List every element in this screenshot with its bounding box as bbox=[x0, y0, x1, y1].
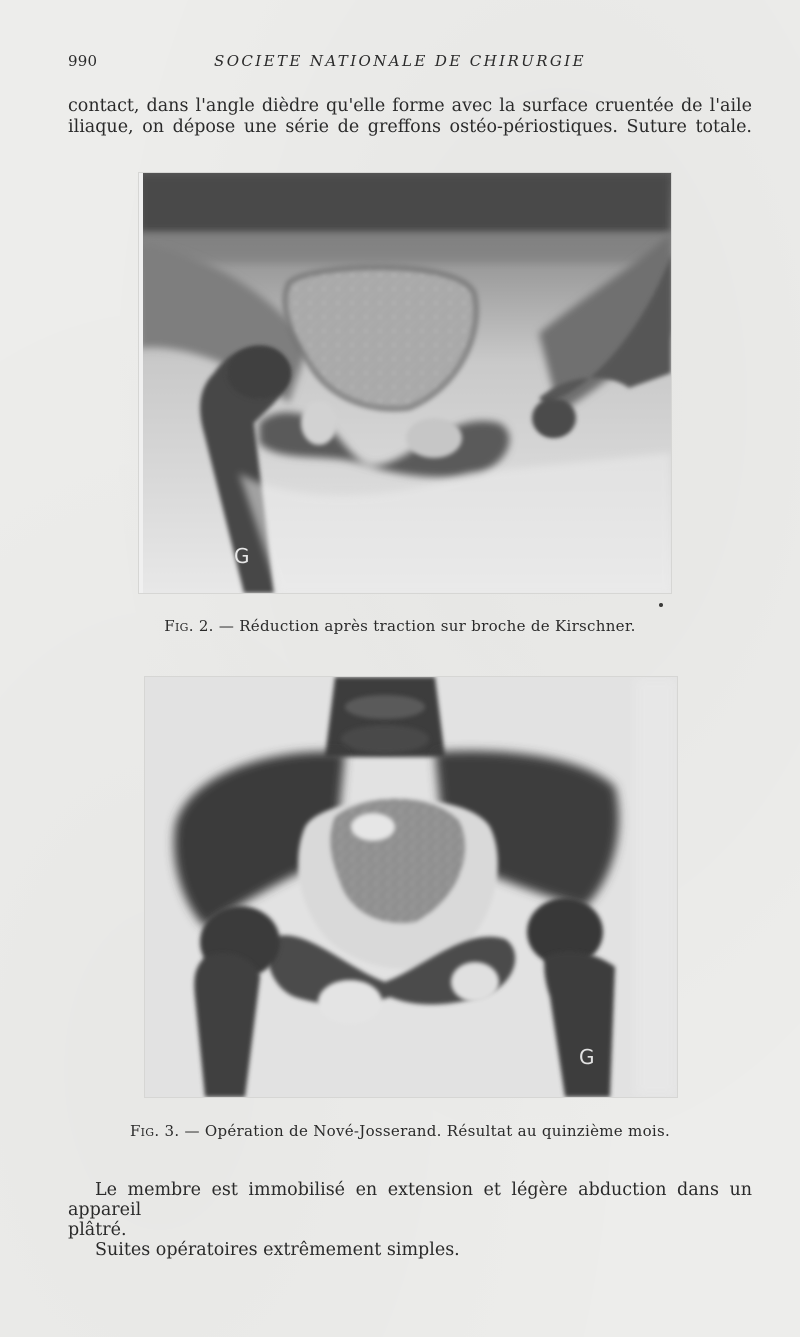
figure-3-caption bbox=[0, 1122, 800, 1140]
print-speck bbox=[659, 603, 663, 607]
figure-2-caption-text: — Réduction après traction sur broche de Kirschner. bbox=[218, 617, 636, 635]
figure-3-marker: G bbox=[579, 1045, 595, 1069]
body-paragraph-top: contact, dans l'angle dièdre qu'elle forme avec la surface cruentée de l'aile iliaque, on dépose une série de greffons ostéo-périostiques. Suture totale. bbox=[68, 96, 752, 137]
page-number: 990 bbox=[68, 52, 98, 70]
figure-3-radiograph bbox=[144, 676, 678, 1098]
body-paragraph-bottom bbox=[68, 1180, 752, 1260]
figure-2-radiograph bbox=[138, 172, 672, 594]
figure-3-label: Fig. 3. bbox=[129, 1122, 180, 1140]
figure-2-marker: G bbox=[234, 544, 250, 568]
running-title: SOCIETE NATIONALE DE CHIRURGIE bbox=[214, 52, 586, 70]
running-header bbox=[68, 52, 732, 72]
body-line-3: Suites opératoires extrêmement simples. bbox=[95, 1240, 460, 1260]
figure-2-caption bbox=[0, 617, 800, 635]
body-line-2: plâtré. bbox=[68, 1220, 127, 1240]
figure-2-label: Fig. 2. bbox=[164, 617, 214, 635]
body-line-1: Le membre est immobilisé en extension et légère abduction dans un appareil bbox=[68, 1180, 752, 1220]
figure-3-caption-text: — Opération de Nové-Josserand. Résultat au quinzième mois. bbox=[184, 1122, 671, 1140]
